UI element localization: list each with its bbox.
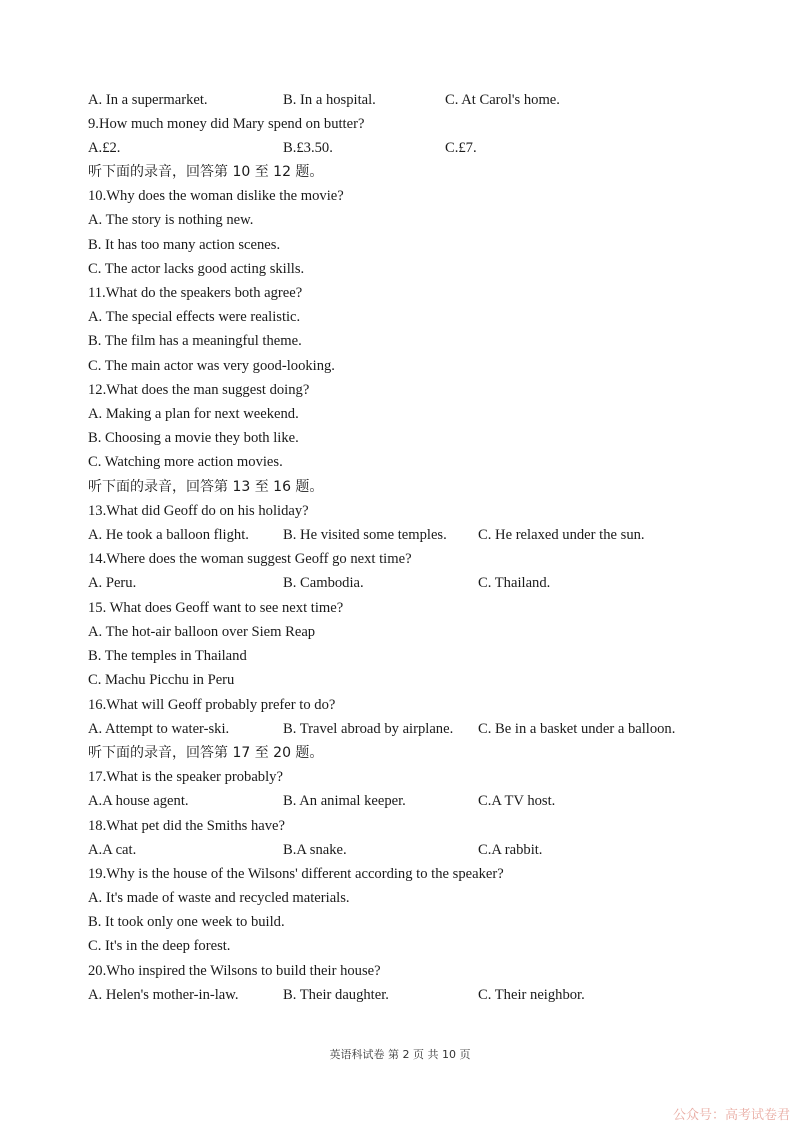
- section-instruction-13-16: 听下面的录音，回答第 13 至 16 题。: [88, 479, 324, 495]
- q17-option-a: A.A house agent.: [88, 793, 189, 809]
- q11-question: 11.What do the speakers both agree?: [88, 285, 303, 301]
- q15-question: 15. What does Geoff want to see next time?: [88, 600, 344, 616]
- q9-option-a: A.£2.: [88, 140, 121, 156]
- q10-option-a: A. The story is nothing new.: [88, 212, 254, 228]
- q9-option-c: C.£7.: [445, 140, 477, 156]
- q12-option-c: C. Watching more action movies.: [88, 454, 283, 470]
- q13-option-b: B. He visited some temples.: [283, 527, 447, 543]
- q8-option-c: C. At Carol's home.: [445, 92, 560, 108]
- q16-option-c: C. Be in a basket under a balloon.: [478, 721, 676, 737]
- q18-option-c: C.A rabbit.: [478, 842, 543, 858]
- q12-question: 12.What does the man suggest doing?: [88, 382, 310, 398]
- q17-question: 17.What is the speaker probably?: [88, 769, 283, 785]
- q17-option-b: B. An animal keeper.: [283, 793, 406, 809]
- q12-option-b: B. Choosing a movie they both like.: [88, 430, 299, 446]
- q18-question: 18.What pet did the Smiths have?: [88, 818, 285, 834]
- q15-option-a: A. The hot-air balloon over Siem Reap: [88, 624, 316, 640]
- q11-option-b: B. The film has a meaningful theme.: [88, 333, 302, 349]
- q9-option-b: B.£3.50.: [283, 140, 333, 156]
- q10-option-c: C. The actor lacks good acting skills.: [88, 261, 305, 277]
- q20-option-c: C. Their neighbor.: [478, 987, 585, 1003]
- watermark: 公众号：高考试卷君: [672, 1108, 790, 1123]
- q16-question: 16.What will Geoff probably prefer to do?: [88, 697, 336, 713]
- q13-option-c: C. He relaxed under the sun.: [478, 527, 645, 543]
- q18-option-a: A.A cat.: [88, 842, 137, 858]
- q14-question: 14.Where does the woman suggest Geoff go next time?: [88, 551, 412, 567]
- section-instruction-10-12: 听下面的录音，回答第 10 至 12 题。: [88, 164, 324, 180]
- q17-option-c: C.A TV host.: [478, 793, 556, 809]
- q10-question: 10.Why does the woman dislike the movie?: [88, 188, 344, 204]
- q19-option-c: C. It's in the deep forest.: [88, 938, 231, 954]
- q20-option-a: A. Helen's mother-in-law.: [88, 987, 239, 1003]
- q19-option-b: B. It took only one week to build.: [88, 914, 285, 930]
- q19-option-a: A. It's made of waste and recycled materials.: [88, 890, 350, 906]
- q9-question: 9.How much money did Mary spend on butter?: [88, 116, 365, 132]
- q16-option-b: B. Travel abroad by airplane.: [283, 721, 454, 737]
- q15-option-c: C. Machu Picchu in Peru: [88, 672, 235, 688]
- q8-option-b: B. In a hospital.: [283, 92, 376, 108]
- q12-option-a: A. Making a plan for next weekend.: [88, 406, 299, 422]
- q14-option-a: A. Peru.: [88, 575, 137, 591]
- q13-option-a: A. He took a balloon flight.: [88, 527, 249, 543]
- q10-option-b: B. It has too many action scenes.: [88, 237, 281, 253]
- q20-question: 20.Who inspired the Wilsons to build their house?: [88, 963, 381, 979]
- section-instruction-17-20: 听下面的录音，回答第 17 至 20 题。: [88, 745, 324, 761]
- q19-question: 19.Why is the house of the Wilsons' different according to the speaker?: [88, 866, 504, 882]
- q13-question: 13.What did Geoff do on his holiday?: [88, 503, 309, 519]
- q18-option-b: B.A snake.: [283, 842, 347, 858]
- q11-option-a: A. The special effects were realistic.: [88, 309, 301, 325]
- q20-option-b: B. Their daughter.: [283, 987, 389, 1003]
- q14-option-b: B. Cambodia.: [283, 575, 364, 591]
- q14-option-c: C. Thailand.: [478, 575, 551, 591]
- q8-option-a: A. In a supermarket.: [88, 92, 208, 108]
- q11-option-c: C. The main actor was very good-looking.: [88, 358, 335, 374]
- q16-option-a: A. Attempt to water-ski.: [88, 721, 230, 737]
- page-footer: 英语科试卷 第 2 页 共 10 页: [329, 1048, 471, 1061]
- q15-option-b: B. The temples in Thailand: [88, 648, 247, 664]
